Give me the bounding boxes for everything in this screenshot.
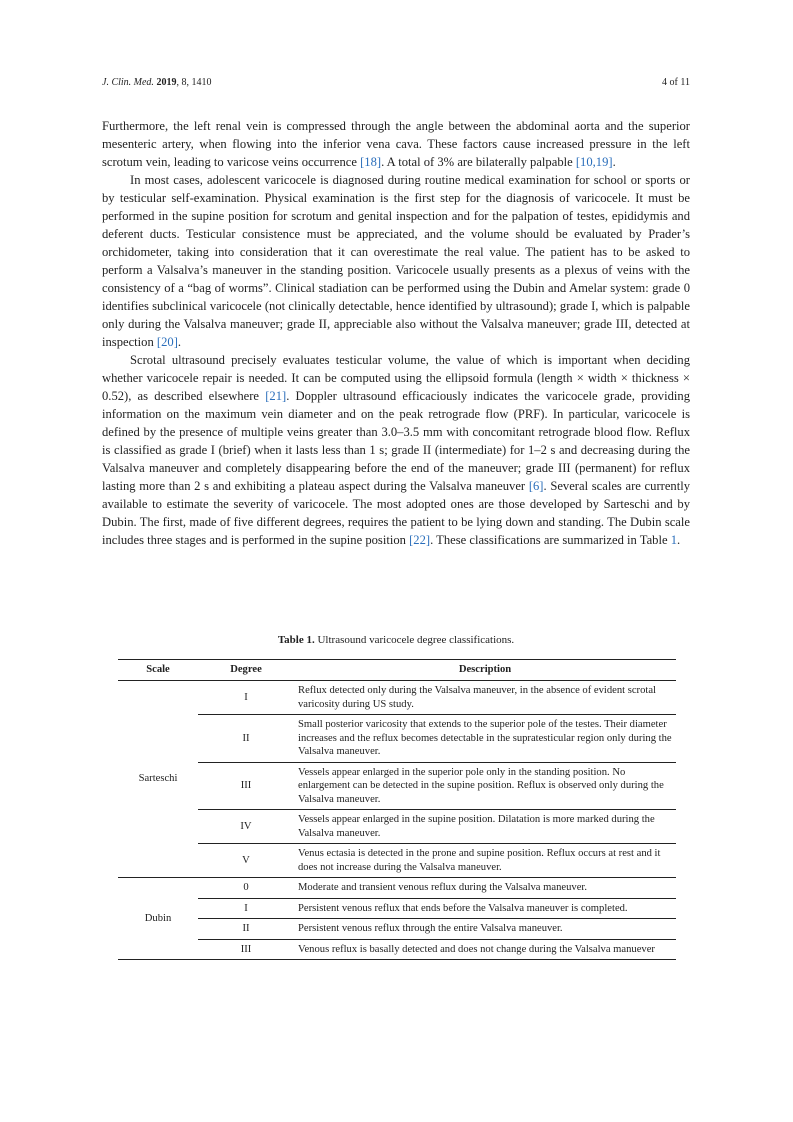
table-row [118,939,676,960]
paragraph [102,171,690,351]
text-run: . Several scales are currently available to estimate the severity of varicocele. The most adopted ones are those developed by Sarteschi and by Dubin. The first, made of five different degrees, requires the patient to be lying down and standing. The Dubin scale includes three stages and is performed in the supine position [102,479,691,547]
col-header-degree: Degree [198,660,294,681]
text-run: . [177,335,182,349]
citation-link[interactable]: [10,19] [575,155,613,169]
text-run: . [612,155,616,169]
description-cell: Persistent venous reflux that ends before the Valsalva maneuver is completed. [294,898,676,919]
degree-cell: IV [198,810,294,844]
page-number: 4 of 11 [662,77,690,88]
text-run: . A total of 3% are bilaterally palpable [381,155,576,169]
table-row [118,878,676,899]
paragraph [102,351,690,549]
scale-cell: Sarteschi [138,773,178,785]
classification-table [118,659,676,960]
text-run: Scrotal ultrasound precisely evaluates testicular volume, the value of which is important when deciding whether varicocele repair is needed. It can be computed using the ellipsoid formula (length × width × thickness × 0.52), as described elsewhere [102,353,690,403]
scale-cell: Dubin [118,878,198,960]
citation-link[interactable]: [18] [360,155,382,169]
citation-link[interactable]: [21] [265,389,287,403]
citation-link[interactable]: 1 [670,533,678,547]
body-text [102,117,690,549]
text-run: . These classifications are summarized in Table [430,533,671,547]
degree-cell: 0 [198,878,294,899]
citation-link[interactable]: [6] [528,479,544,493]
description-cell: Persistent venous reflux through the entire Valsalva maneuver. [294,919,676,940]
table-row [118,715,676,763]
col-header-description: Description [294,660,676,681]
degree-cell: I [198,898,294,919]
description-cell: Moderate and transient venous reflux during the Valsalva maneuver. [294,878,676,899]
col-header-scale: Scale [118,660,198,681]
running-header [102,77,690,88]
table-row [118,919,676,940]
degree-cell: I [244,691,248,703]
text-run: . Doppler ultrasound efficaciously indicates the varicocele grade, providing information on the maximum vein diameter and on the peak retrograde flow (PRF). In particular, varicocele is defined by the presence of multiple veins greater than 3.0–3.5 mm with concomitant retrograde blood flow. Reflux is classified as grade I (brief) when it lasts less than 1 s; grade II (intermediate) for 1–2 s and decreasing during the Valsalva maneuver and completely disappearing before the end of the maneuver; grade III (permanent) for reflux lasting more than 2 s and exhibiting a plateau aspect during the Valsalva maneuver [102,389,690,493]
description-cell: Venous reflux is basally detected and does not change during the Valsalva manuever [294,939,676,960]
degree-cell: II [198,715,294,763]
table-row [118,898,676,919]
table-row [118,844,676,878]
description-cell: Venus ectasia is detected in the prone and supine position. Reflux occurs at rest and it does not increase during the Valsalva maneuver. [294,844,676,878]
text-run: Furthermore, the left renal vein is compressed through the angle between the abdominal aorta and the superior mesenteric artery, when flowing into the inferior vena cava. These factors cause increased pressure in the left scrotum vein, leading to varicose veins occurrence [102,119,690,169]
degree-cell: III [198,762,294,810]
citation-link[interactable]: [20] [156,335,178,349]
table-row [118,681,676,715]
table-row [118,810,676,844]
text-run: In most cases, adolescent varicocele is diagnosed during routine medical examination for school or sports or by testicular self-examination. Physical examination is the first step for the diagnosis of varicocele. It must be performed in the supine position for scrotum and genital inspection and for the palpation of testes, epididymis and deferent ducts. Testicular consistence must be appreciated, and the volume should be evaluated by Prader’s orchidometer, taking into consideration that it can overestimate the real value. The patient has to be asked to perform a Valsalva’s maneuver in the standing position. Varicocele usually presents as a plexus of veins with the consistency of a “bag of worms”. Clinical stadiation can be performed using the Dubin and Amelar system: grade 0 identifies subclinical varicocele (not clinically detectable, hence identified by ultrasound); grade I, which is palpable only during the Valsalva maneuver; grade II, appreciable also without the Valsalva maneuver; grade III, detected at inspection [102,173,690,349]
degree-cell: II [198,919,294,940]
table-row [118,762,676,810]
journal-citation: J. Clin. Med. 2019, 8, 1410 [102,77,212,88]
table-caption: Table 1. Ultrasound varicocele degree classifications. [277,634,515,646]
description-cell: Vessels appear enlarged in the supine position. Dilatation is more marked during the Valsalva maneuver. [294,810,676,844]
description-cell: Reflux detected only during the Valsalva maneuver, in the absence of evident scrotal varicosity during US study. [298,685,656,710]
description-cell: Small posterior varicosity that extends to the superior pole of the testes. Their diameter increases and the reflux becomes detectable in the supratesticular region only during the Valsalva maneuver. [294,715,676,763]
degree-cell: V [198,844,294,878]
degree-cell: III [198,939,294,960]
paragraph [102,117,690,171]
description-cell: Vessels appear enlarged in the superior pole only in the standing position. No enlargement can be detected in the supine position. Reflux is observed only during the Valsalva maneuver. [294,762,676,810]
table-header-row [118,660,676,681]
text-run: . [677,533,681,547]
citation-link[interactable]: [22] [409,533,431,547]
